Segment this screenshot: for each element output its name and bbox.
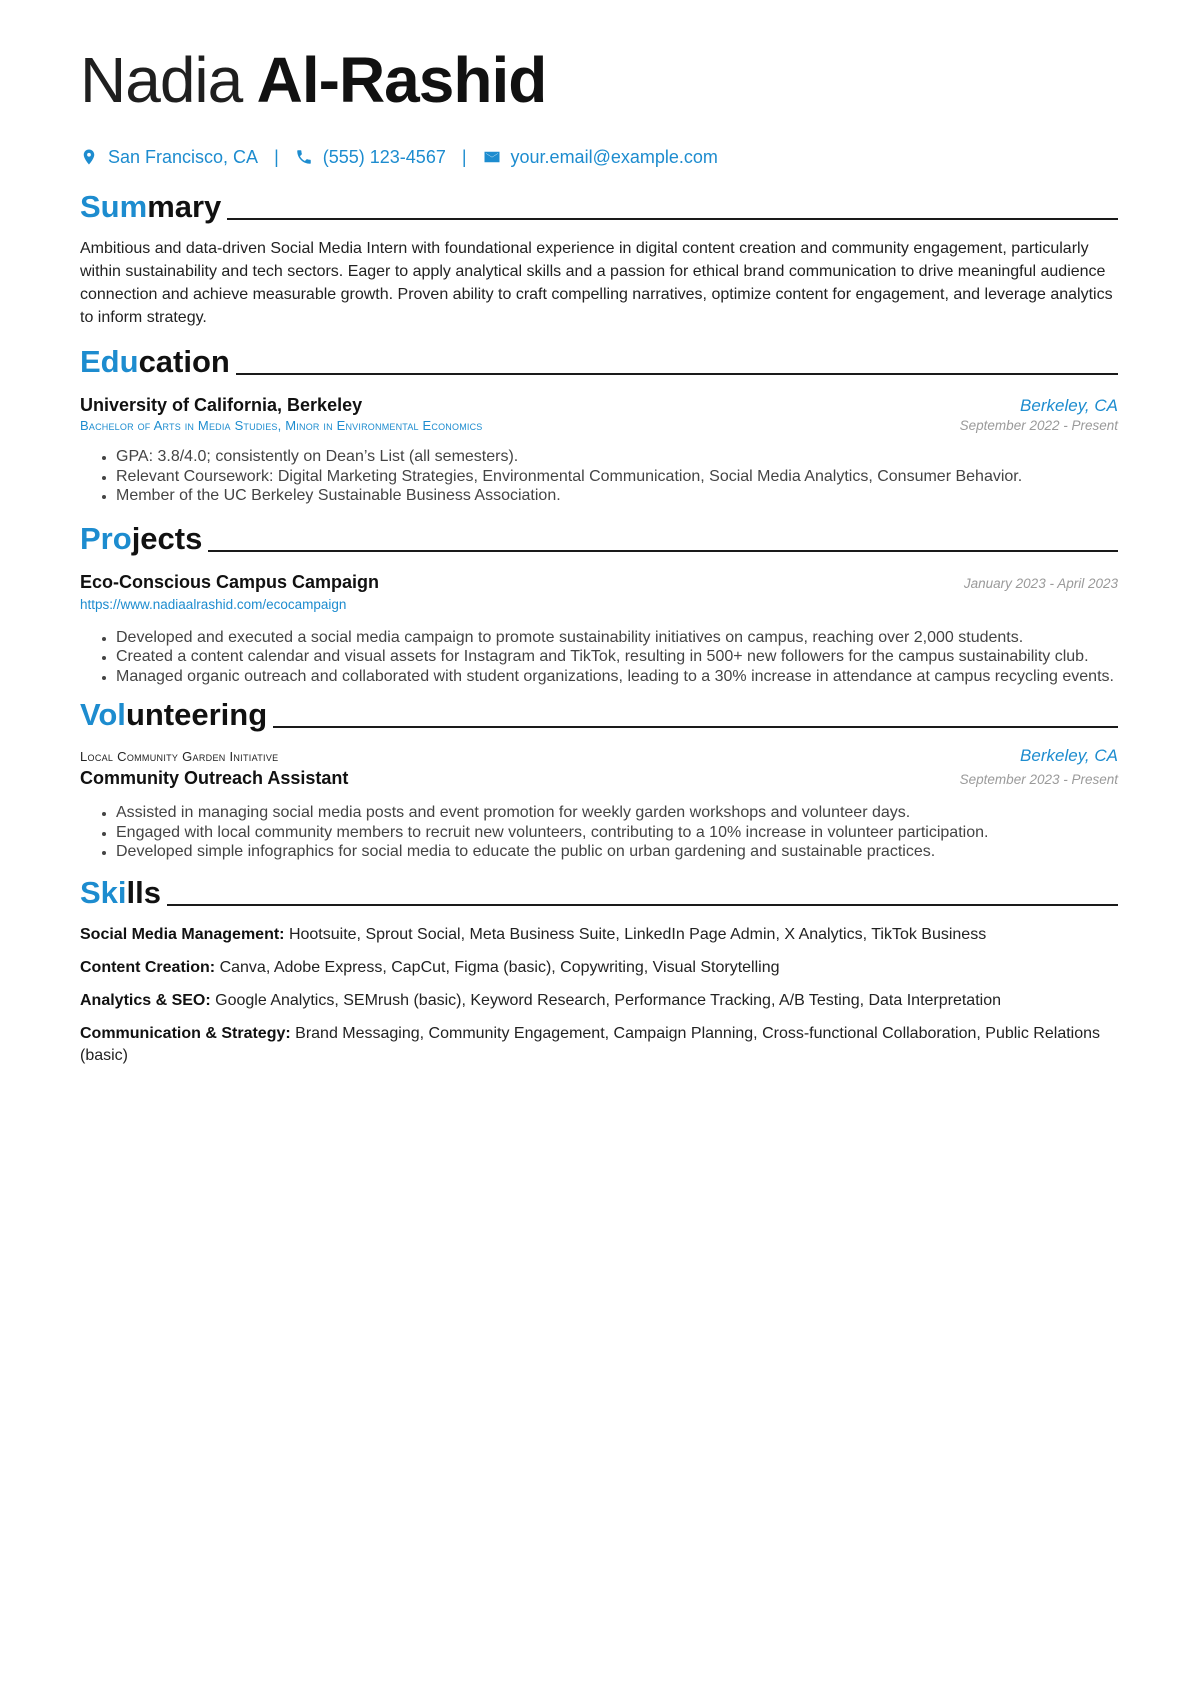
school-name: University of California, Berkeley — [80, 395, 363, 415]
first-name: Nadia — [80, 44, 243, 116]
location-text: San Francisco, CA — [108, 146, 259, 167]
title-accent: Edu — [80, 344, 139, 379]
title-rest: jects — [131, 520, 203, 556]
skills-list — [80, 924, 1118, 1067]
title-accent: Vol — [80, 697, 126, 732]
title-rest: cation — [138, 344, 230, 379]
education-bullets — [80, 447, 1118, 506]
skill-label: Communication & Strategy: — [80, 1024, 291, 1042]
education-dates: September 2022 - Present — [959, 418, 1118, 433]
school-location: Berkeley, CA — [1020, 396, 1118, 415]
list-item: • Assisted in managing social media posts and event promotion for weekly garden workshops and volunteer days. — [116, 803, 1118, 823]
section-divider — [273, 726, 1118, 728]
project-bullets — [80, 628, 1118, 687]
title-rest: lls — [126, 874, 161, 910]
section-title-summary — [80, 190, 221, 224]
section-title-education — [80, 345, 230, 379]
list-item: • Member of the UC Berkeley Sustainable Business Association. — [116, 486, 1118, 506]
candidate-name — [80, 42, 1118, 118]
volunteer-dates: September 2023 - Present — [959, 772, 1118, 787]
skill-row — [80, 1023, 1118, 1067]
skill-value: Google Analytics, SEMrush (basic), Keyword Research, Performance Tracking, A/B Testing, Data Interpretation — [215, 991, 1001, 1009]
contact-location — [80, 147, 258, 168]
volunteer-role: Community Outreach Assistant — [80, 768, 349, 788]
section-header-volunteering — [80, 694, 1118, 732]
phone-text[interactable]: (555) 123-4567 — [322, 146, 446, 167]
degree: Bachelor of Arts in Media Studies, Minor in Environmental Economics — [80, 418, 483, 433]
section-header-summary — [80, 186, 1118, 224]
section-title-skills — [80, 876, 161, 910]
title-accent: Sum — [80, 189, 148, 224]
list-item: • Engaged with local community members to recruit new volunteers, contributing to a 10% increase in volunteer participation. — [116, 823, 1118, 843]
summary-text: Ambitious and data-driven Social Media Intern with foundational experience in digital content creation and community engagement, particularly within sustainability and tech sectors. Eager to apply analytical skills and a passion for ethical brand communication to drive meaningful audience connection and achieve measurable growth. Proven ability to craft compelling narratives, optimize content for engagement, and leverage analytics to inform strategy. — [80, 240, 1113, 326]
volunteer-location: Berkeley, CA — [1020, 746, 1118, 765]
section-divider — [208, 550, 1118, 552]
list-item: • Developed and executed a social media campaign to promote sustainability initiatives on campus, reaching over 2,000 students. — [116, 628, 1118, 648]
list-item: • Relevant Coursework: Digital Marketing Strategies, Environmental Communication, Social Media Analytics, Consumer Behavior. — [116, 467, 1118, 487]
title-accent: Pro — [80, 520, 132, 556]
email-link[interactable]: your.email@example.com — [510, 146, 718, 167]
section-header-skills — [80, 872, 1118, 910]
volunteer-bullets — [80, 803, 1118, 862]
contact-phone[interactable] — [295, 147, 446, 168]
project-url-link[interactable]: https://www.nadiaalrashid.com/ecocampaign — [80, 596, 347, 612]
list-item: • Created a content calendar and visual assets for Instagram and TikTok, resulting in 500+ new followers for the campus sustainability club. — [116, 647, 1118, 667]
project-entry — [80, 572, 1118, 687]
section-divider — [167, 904, 1118, 906]
contact-email[interactable] — [483, 147, 718, 168]
phone-icon — [295, 148, 313, 166]
title-rest: unteering — [125, 697, 268, 732]
list-item: • GPA: 3.8/4.0; consistently on Dean’s List (all semesters). — [116, 447, 1118, 467]
skill-label: Analytics & SEO: — [80, 991, 211, 1009]
section-header-projects — [80, 518, 1118, 556]
section-header-education — [80, 341, 1118, 379]
contact-separator: | — [274, 146, 279, 167]
section-title-volunteering — [80, 698, 267, 732]
skill-label: Content Creation: — [80, 958, 216, 976]
title-rest: mary — [147, 189, 222, 224]
skill-value: Brand Messaging, Community Engagement, Campaign Planning, Cross-functional Collaboration, Public Relations (basic) — [80, 1024, 1101, 1064]
list-item: • Developed simple infographics for social media to educate the public on urban gardening and sustainable practices. — [116, 842, 1118, 862]
project-dates: January 2023 - April 2023 — [963, 575, 1118, 591]
map-marker-icon — [80, 148, 98, 166]
skill-value: Canva, Adobe Express, CapCut, Figma (basic), Copywriting, Visual Storytelling — [219, 958, 780, 976]
skill-row — [80, 990, 1118, 1012]
skill-value: Hootsuite, Sprout Social, Meta Business Suite, LinkedIn Page Admin, X Analytics, TikTok Business — [288, 925, 987, 943]
volunteer-organization: Local Community Garden Initiative — [80, 749, 279, 764]
section-title-projects — [80, 522, 202, 556]
project-title: Eco-Conscious Campus Campaign — [80, 571, 380, 592]
title-accent: Ski — [80, 874, 127, 910]
contact-separator: | — [461, 146, 467, 167]
contact-bar — [80, 144, 1118, 170]
section-divider — [236, 373, 1118, 375]
list-item: • Managed organic outreach and collaborated with student organizations, leading to a 30% increase in attendance at campus recycling events. — [116, 667, 1118, 687]
skill-row — [80, 924, 1118, 946]
education-entry — [80, 395, 1118, 506]
skill-label: Social Media Management: — [80, 925, 285, 943]
envelope-icon — [483, 148, 501, 166]
skill-row — [80, 957, 1118, 979]
last-name: Al-Rashid — [256, 44, 547, 116]
section-divider — [227, 218, 1118, 220]
volunteering-entry — [80, 746, 1118, 862]
